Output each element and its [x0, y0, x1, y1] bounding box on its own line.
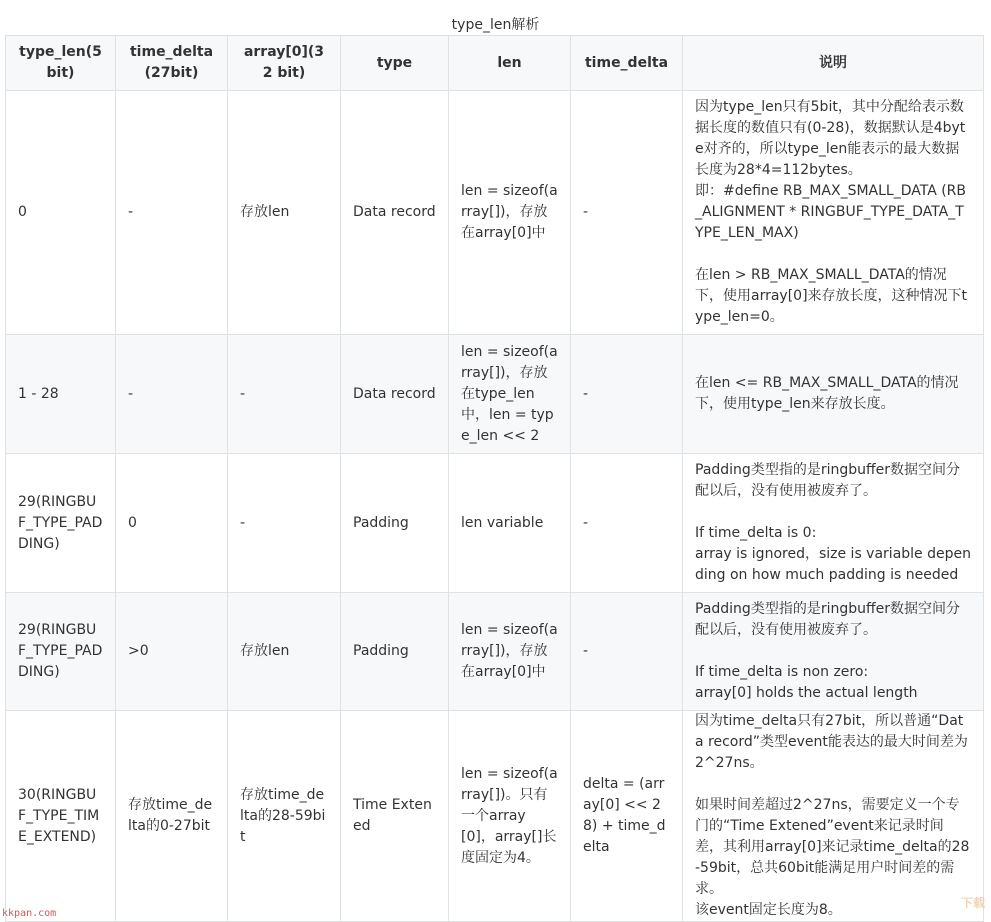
cell-len: len variable	[449, 454, 571, 593]
cell-len: len = sizeof(array[])。只有一个array[0]，array[]长度固定为4。	[449, 711, 571, 922]
header-type-len: type_len(5 bit)	[6, 36, 116, 91]
header-type: type	[341, 36, 449, 91]
cell-time-delta-bits: -	[116, 91, 228, 335]
cell-time-delta-bits: 存放time_delta的0-27bit	[116, 711, 228, 922]
cell-time-delta-bits: -	[116, 335, 228, 454]
header-time-delta-bits: time_delta (27bit)	[116, 36, 228, 91]
table-row	[6, 593, 984, 711]
cell-time-delta: -	[571, 335, 683, 454]
watermark-right: 下载	[960, 896, 985, 910]
cell-type-len: 1 - 28	[6, 335, 116, 454]
watermark-left: kkpan.com	[2, 908, 57, 919]
cell-description: 因为type_len只有5bit，其中分配给表示数据长度的数值只有(0-28)，数据默认是4byte对齐的，所以type_len能表示的最大数据长度为28*4=112bytes。 即：#define RB_MAX_SMALL_DATA (RB_ALIGNMENT * RINGBUF_TYPE_DATA_TYPE_LEN_MAX) 在len > RB_MAX_SMALL_DATA的情况下，使用array[0]来存放长度，这种情况下type_len=0。	[683, 91, 984, 335]
cell-description: 在len <= RB_MAX_SMALL_DATA的情况下，使用type_len来存放长度。	[683, 335, 984, 454]
cell-type-len: 29(RINGBUF_TYPE_PADDING)	[6, 454, 116, 593]
cell-array0: -	[228, 335, 341, 454]
cell-description: Padding类型指的是ringbuffer数据空间分配以后，没有使用被废弃了。 If time_delta is non zero: array[0] holds the actual length	[683, 593, 984, 711]
cell-time-delta-bits: >0	[116, 593, 228, 711]
cell-time-delta: -	[571, 593, 683, 711]
cell-array0: 存放len	[228, 593, 341, 711]
header-len: len	[449, 36, 571, 91]
header-row	[6, 36, 984, 91]
header-description: 说明	[683, 36, 984, 91]
cell-time-delta: -	[571, 91, 683, 335]
cell-description: 因为time_delta只有27bit，所以普通“Data record”类型event能表达的最大时间差为2^27ns。 如果时间差超过2^27ns，需要定义一个专门的“Time Extened”event来记录时间差，其利用array[0]来记录time_delta的28-59bit，总共60bit能满足用户时间差的需求。 该event固定长度为8。	[683, 711, 984, 922]
cell-type-len: 29(RINGBUF_TYPE_PADDING)	[6, 593, 116, 711]
cell-array0: 存放time_delta的28-59bit	[228, 711, 341, 922]
type-len-table	[5, 35, 984, 922]
table-row	[6, 454, 984, 593]
cell-type-len: 0	[6, 91, 116, 335]
cell-time-delta-bits: 0	[116, 454, 228, 593]
table-row	[6, 91, 984, 335]
cell-type: Time Extened	[341, 711, 449, 922]
cell-array0: -	[228, 454, 341, 593]
cell-array0: 存放len	[228, 91, 341, 335]
table-row	[6, 335, 984, 454]
header-array0: array[0](32 bit)	[228, 36, 341, 91]
table-caption: type_len解析	[451, 17, 540, 33]
cell-type: Data record	[341, 335, 449, 454]
cell-description: Padding类型指的是ringbuffer数据空间分配以后，没有使用被废弃了。 If time_delta is 0: array is ignored，size is variable depending on how much padding is needed	[683, 454, 984, 593]
cell-type: Padding	[341, 454, 449, 593]
cell-len: len = sizeof(array[])，存放在array[0]中	[449, 91, 571, 335]
header-time-delta: time_delta	[571, 36, 683, 91]
cell-type: Data record	[341, 91, 449, 335]
cell-type: Padding	[341, 593, 449, 711]
cell-time-delta: -	[571, 454, 683, 593]
table-row	[6, 711, 984, 922]
cell-len: len = sizeof(array[])，存放在array[0]中	[449, 593, 571, 711]
cell-time-delta: delta = (array[0] << 28) + time_delta	[571, 711, 683, 922]
cell-len: len = sizeof(array[])，存放在type_len中，len = type_len << 2	[449, 335, 571, 454]
cell-type-len: 30(RINGBUF_TYPE_TIME_EXTEND)	[6, 711, 116, 922]
